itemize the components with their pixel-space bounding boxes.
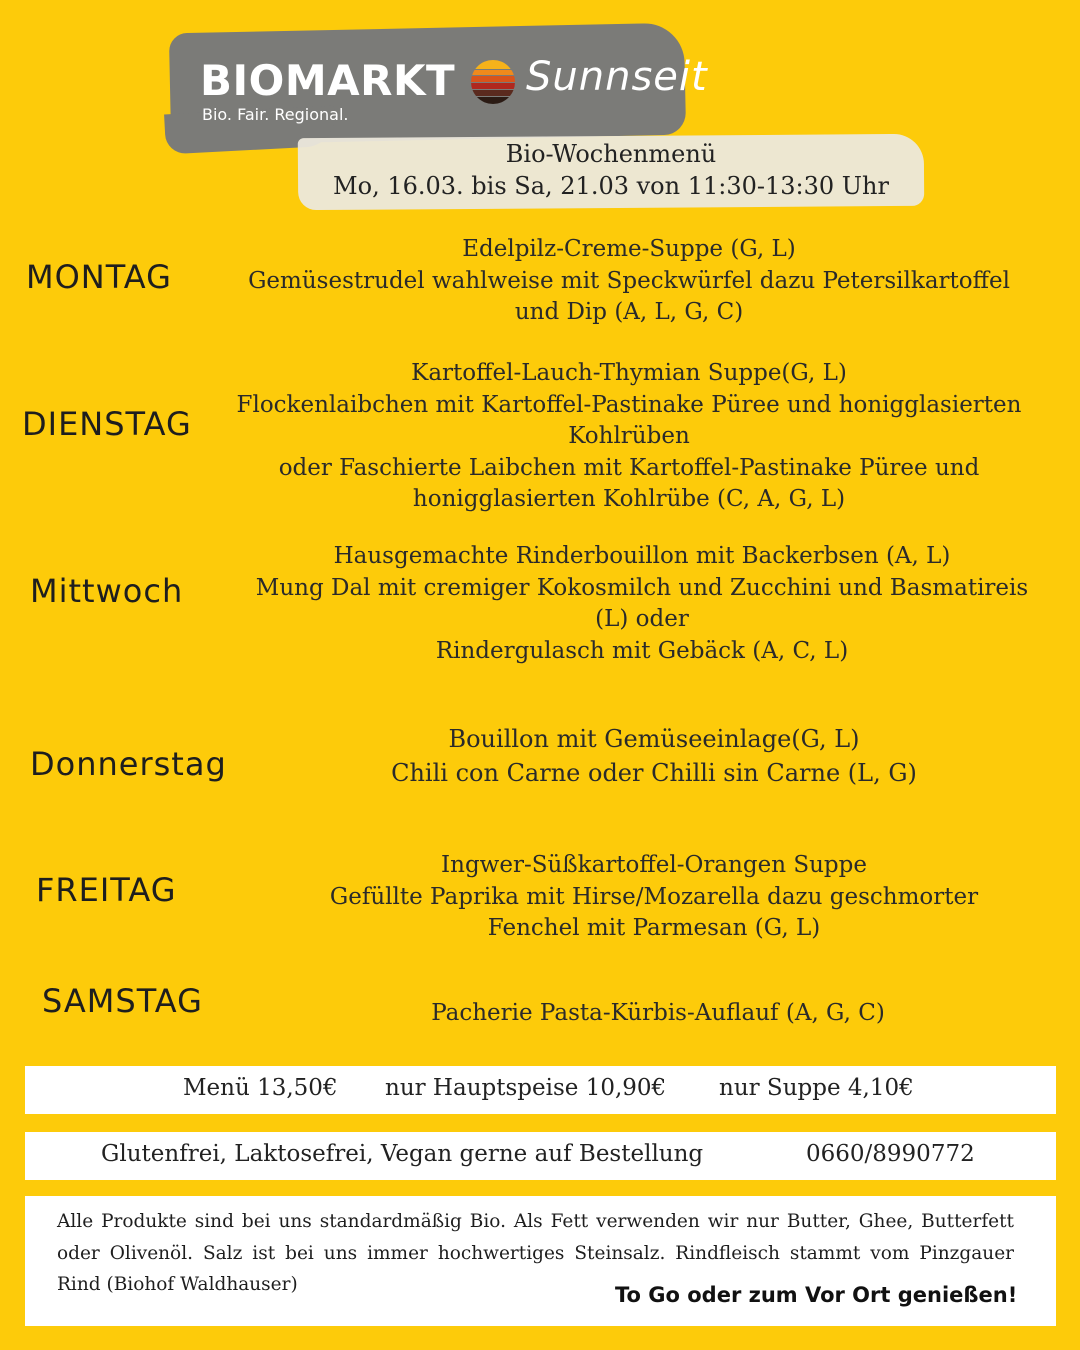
menu-line: Mung Dal mit cremiger Kokosmilch und Zucchini und Basmatireis [255, 574, 1029, 601]
menu-line: Flockenlaibchen mit Kartoffel-Pastinake Püree und honigglasierten [236, 391, 1022, 418]
day-label-dienstag: DIENSTAG [22, 405, 192, 443]
menu-line: Edelpilz-Creme-Suppe (G, L) [462, 236, 796, 262]
footnote-text: Alle Produkte sind bei uns standardmäßig Bio. Als Fett verwenden wir nur Butter, Ghee, Butterfett oder Olivenöl. Salz ist bei uns immer hochwertiges Steinsalz. Rindfleisch stammt vom Pinzgauer Rind (Biohof Waldhauser) [57, 1211, 1014, 1295]
menu-line: Rindergulasch mit Gebäck (A, C, L) [435, 637, 849, 664]
menu-freitag [254, 850, 1054, 945]
prices-box [25, 1066, 1056, 1114]
info-box [25, 1132, 1056, 1180]
price-menu: Menü 13,50€ [183, 1075, 338, 1101]
menu-dienstag [204, 358, 1054, 516]
menu-line: und Dip (A, L, G, C) [514, 299, 744, 325]
menu-line: Gemüsestrudel wahlweise mit Speckwürfel dazu Petersilkartoffel [248, 267, 1010, 294]
diet-info: Glutenfrei, Laktosefrei, Vegan gerne auf Bestellung [101, 1141, 704, 1167]
menu-line: Bouillon mit Gemüseeinlage(G, L) [448, 725, 860, 753]
menu-line: Fenchel mit Parmesan (G, L) [487, 915, 821, 941]
day-label-montag: MONTAG [26, 258, 172, 296]
menu-mittwoch [224, 541, 1060, 667]
menu-line: (L) oder [595, 606, 689, 632]
menu-montag [204, 234, 1054, 329]
menu-line: Hausgemachte Rinderbouillon mit Backerbsen (A, L) [333, 543, 951, 569]
day-label-donnerstag: Donnerstag [30, 745, 227, 783]
menu-line: Chili con Carne oder Chilli sin Carne (L, G) [391, 759, 917, 787]
brand-script: Sunnseit [526, 54, 708, 100]
menu-dates: Mo, 16.03. bis Sa, 21.03 von 11:30-13:30 Uhr [333, 172, 889, 200]
menu-line: oder Faschierte Laibchen mit Kartoffel-Pastinake Püree und [278, 454, 980, 481]
menu-line: Kohlrüben [568, 423, 690, 449]
day-label-mittwoch: Mittwoch [30, 572, 184, 610]
price-main: nur Hauptspeise 10,90€ [385, 1075, 667, 1101]
phone-number[interactable]: 0660/8990772 [806, 1141, 975, 1167]
day-label-samstag: SAMSTAG [42, 982, 203, 1020]
togo-slogan: To Go oder zum Vor Ort genießen! [615, 1283, 1018, 1307]
menu-line: Ingwer-Süßkartoffel-Orangen Suppe [441, 852, 867, 878]
price-soup: nur Suppe 4,10€ [719, 1075, 914, 1101]
page-title: Bio-Wochenmenü [505, 140, 717, 168]
menu-line: honigglasierten Kohlrübe (C, A, G, L) [412, 486, 846, 512]
menu-donnerstag [304, 722, 1004, 790]
brand-name: BIOMARKT [200, 56, 456, 105]
brand-tagline: Bio. Fair. Regional. [202, 105, 349, 124]
menu-samstag [358, 998, 958, 1030]
day-label-freitag: FREITAG [36, 871, 177, 909]
sun-logo-icon [468, 59, 518, 105]
menu-line: Pacherie Pasta-Kürbis-Auflauf (A, G, C) [431, 1000, 885, 1026]
menu-line: Kartoffel-Lauch-Thymian Suppe(G, L) [411, 360, 847, 386]
menu-line: Gefüllte Paprika mit Hirse/Mozarella dazu geschmorter [329, 883, 979, 910]
